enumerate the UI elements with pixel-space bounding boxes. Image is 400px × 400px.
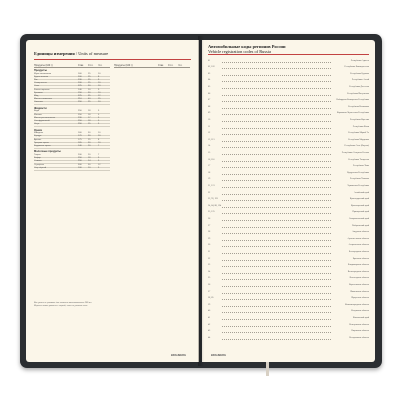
unit-name: Масло сливочное [34,98,52,101]
region-code: 14 [208,145,211,148]
dot-leader [222,147,331,148]
unit-value: 18 [88,113,91,116]
region-row [208,315,369,322]
region-code: 34 [208,270,211,273]
unit-value: 9 [98,79,100,81]
unit-name: Мука пшеничная [34,72,52,75]
dot-leader [222,161,331,162]
region-name: Чувашская Республика [347,184,369,187]
unit-value: 10 [98,135,101,138]
unit-value: 25 [88,79,91,81]
unit-value: 10 [98,101,101,104]
region-code: 31 [208,250,211,253]
region-code: 33 [208,264,211,267]
unit-value: 5 [98,120,100,122]
region-name: Кемеровская область [349,323,369,326]
region-row [208,65,369,72]
region-name: Республика Калмыкия [348,105,369,108]
dot-leader [222,227,331,228]
unit-value: 250 [78,101,82,104]
region-name: Удмуртская Республика [346,171,369,174]
region-row [208,144,369,151]
unit-value: 230 [78,79,82,81]
dot-leader [222,286,331,287]
header-column: Стак. [78,64,84,67]
unit-value: 30 [88,85,91,88]
dot-leader [222,180,331,181]
unit-value: 20 [88,154,91,156]
dot-leader [222,213,331,214]
dot-leader [222,141,331,142]
unit-value: 9 [98,88,100,91]
region-name: Ставропольский край [348,217,369,220]
unit-name: Сыр тёртый [34,166,47,169]
region-name: Республика Мордовия [348,138,369,141]
region-row [208,124,369,131]
region-row [208,111,369,118]
region-row [208,137,369,144]
region-row [208,150,369,157]
region-code: 15 [208,151,211,154]
region-code: 17 [208,165,211,168]
dot-leader [222,266,331,267]
spine-shadow [198,36,204,366]
unit-name: Сливки [34,160,42,163]
region-row [208,117,369,124]
region-code: 39 [208,303,211,306]
unit-name: Рис [34,79,38,81]
unit-value: 10 [98,85,101,88]
region-row [208,230,369,237]
unit-value: 210 [78,98,82,101]
unit-value: 5 [98,166,100,169]
unit-name: Крупа манная [34,75,49,78]
unit-value: 10 [98,132,101,135]
dot-leader [222,187,331,188]
region-name: Краснодарский край [349,198,369,201]
region-code: 21, 121 [208,184,215,187]
region-row [208,296,369,303]
region-row [208,170,369,177]
region-name: Республика Башкортостан [344,66,369,69]
right-page-title: Автомобильные коды регионов России Vehicle registration codes of Russia [208,44,286,54]
unit-value: 300 [78,163,82,166]
dot-leader [222,81,331,82]
region-row [208,91,369,98]
region-row [208,263,369,270]
region-name: Волгоградская область [347,270,369,273]
dot-leader [222,240,331,241]
unit-name: Вода [34,110,40,113]
header-column: Ч.л. [98,64,103,67]
region-code: 03 [208,72,211,75]
unit-value: 30 [88,141,91,144]
region-code: 25, 125 [208,211,215,214]
unit-value: 230 [78,116,82,119]
unit-value: 140 [78,88,82,91]
region-code: 22 [208,191,211,194]
dot-leader [222,246,331,247]
region-row [208,157,369,164]
region-row [208,210,369,217]
region-code: 40 [208,310,211,313]
region-code: 30 [208,244,211,247]
region-row [208,276,369,283]
region-name: Красноярский край [350,204,369,207]
unit-value: 40 [88,98,91,101]
region-name: Амурская область [352,231,369,234]
unit-value: 165 [78,141,82,144]
region-row [208,58,369,65]
unit-value: 5 [98,157,100,160]
unit-value: 15 [98,98,101,101]
region-row [208,183,369,190]
dot-leader [222,128,331,129]
dot-leader [222,339,331,340]
unit-name: Сгущёнка [34,163,44,166]
region-name: Костромская область [349,336,369,339]
region-name: Астраханская область [348,244,369,247]
region-name: Республика Карелия [349,118,369,121]
unit-value: 10 [98,141,101,144]
region-name: Хабаровский край [351,224,369,227]
unit-value: 15 [88,123,91,126]
region-row [208,329,369,336]
region-name: Иркутская область [351,297,369,300]
unit-value: 140 [78,145,82,147]
unit-value: 250 [78,120,82,122]
unit-value: 10 [98,91,101,94]
dot-leader [222,75,331,76]
region-name: Республика Саха (Якутия) [344,145,369,148]
region-row [208,104,369,111]
region-row [208,302,369,309]
dot-leader [222,279,331,280]
left-page-title: Единицы измерения / Units of measure [34,51,109,56]
header-column: Ст.л. [168,64,174,67]
region-row [208,269,369,276]
unit-value: 200 [78,75,82,78]
unit-value: 25 [88,75,91,78]
region-code: 19 [208,178,211,181]
region-name: Республика Ингушетия [347,92,369,95]
unit-name: Крахмал [34,91,43,94]
region-row [208,98,369,105]
dot-leader [222,174,331,175]
unit-value: 25 [88,138,91,141]
dot-leader [222,95,331,96]
region-code: 36 [208,283,211,286]
region-name: Алтайский край [353,191,369,194]
region-name: Владимирская область [347,264,369,267]
brand-logo: BRAUBERG [171,354,186,357]
unit-value: 30 [88,135,91,138]
region-name: Кировская область [351,330,369,333]
unit-value: 10 [98,72,101,75]
region-code: 32 [208,257,211,260]
unit-value: 7 [98,154,100,156]
region-name: Республика Северная Осетия [341,151,369,154]
unit-section-title: Орехи [34,128,43,132]
region-code: 18 [208,171,211,174]
dot-leader [222,167,331,168]
unit-value: 7 [98,145,100,147]
region-code: 05 [208,85,211,88]
region-name: Калужская область [351,310,369,313]
dot-leader [222,299,331,300]
unit-name: Арахис [34,138,42,141]
region-code: 41 [208,316,211,319]
unit-value: 20 [88,145,91,147]
region-row [208,131,369,138]
unit-name: Уксус [34,123,40,126]
region-row [208,71,369,78]
unit-value: 14 [88,160,91,163]
region-row [208,190,369,197]
unit-value: 250 [78,113,82,116]
unit-name: Молоко [34,113,42,116]
region-row [208,282,369,289]
unit-value: 8 [98,75,100,78]
region-row [208,256,369,263]
brand-logo-right: BRAUBERG [211,354,226,357]
dot-leader [222,253,331,254]
unit-value: 100 [78,166,82,169]
unit-value: 30 [88,132,91,135]
dot-leader [222,108,331,109]
region-code: 23, 93, 123 [208,198,218,201]
unit-name: Масло растительное [34,116,56,119]
dot-leader [222,114,331,115]
dot-leader [222,68,331,69]
dot-leader [222,233,331,234]
footnote: Вес указан в граммах для стакана вместимостью 250 мл [34,302,92,304]
region-code: 08 [208,105,211,108]
region-name: Республика Марий Эл [348,132,369,135]
unit-value: 10 [98,82,101,85]
dot-leader [222,121,331,122]
dot-leader [222,293,331,294]
unit-name: Мёд [34,95,39,97]
unit-value: 250 [78,110,82,113]
left-page [26,40,199,362]
left-title-rule [34,59,191,60]
unit-value: 35 [88,95,91,97]
unit-value: 5 [98,116,100,119]
dot-leader [222,260,331,261]
dot-leader [222,101,331,102]
region-code: 35 [208,277,211,280]
region-code: 38, 85 [208,297,214,300]
unit-section-title: Молочные продукты [34,150,61,154]
unit-value: 160 [78,132,82,135]
dot-leader [222,306,331,307]
unit-value: 30 [88,91,91,94]
region-code: 12 [208,132,211,135]
region-name: Ивановская область [350,290,369,293]
region-row [208,236,369,243]
region-row [208,78,369,85]
region-row [208,223,369,230]
unit-name: Фундук [34,135,42,138]
header-label: Продукты (100 г) [34,64,53,67]
region-name: Республика Алтай [351,79,369,82]
unit-value: 200 [78,154,82,156]
dot-leader [222,154,331,155]
region-row [208,84,369,91]
header-label: Продукты (100 г) [114,64,133,67]
region-code: 04 [208,79,211,82]
region-name: Республика Бурятия [350,72,369,75]
unit-value: 25 [88,101,91,104]
dot-leader [222,194,331,195]
unit-value: 17 [88,116,91,119]
dot-leader [222,220,331,221]
region-row [208,177,369,184]
unit-value: 25 [88,72,91,75]
dot-leader [222,62,331,63]
dot-leader [222,200,331,201]
dot-leader [222,312,331,313]
header-column: Ст.л. [88,64,94,67]
dot-leader [222,326,331,327]
region-row [208,335,369,342]
unit-name: Грецкие орехи [34,141,49,144]
unit-value: 250 [78,123,82,126]
unit-value: 200 [78,82,82,85]
unit-value: 30 [88,163,91,166]
region-code: 37 [208,290,211,293]
region-row [208,289,369,296]
region-name: Республика Коми [352,125,369,128]
dot-leader [222,332,331,333]
unit-value: 5 [98,110,100,113]
unit-name: Соль [34,85,40,88]
region-row [208,322,369,329]
unit-name: Сметана [34,101,43,104]
region-row [208,249,369,256]
region-name: Республика Тыва [353,165,369,168]
dot-leader [222,134,331,135]
dot-leader [222,319,331,320]
region-code: 16, 116 [208,158,215,161]
unit-value: 170 [78,135,82,138]
unit-value: 250 [78,160,82,163]
region-name: Брянская область [352,257,369,260]
unit-value: 18 [88,120,91,122]
unit-value: 10 [88,166,91,169]
header-column: Ч.л. [178,64,183,67]
unit-name: Какао-порошок [34,88,50,91]
unit-name: Кедровые орехи [34,145,51,147]
unit-value: 5 [98,160,100,163]
unit-value: 25 [88,82,91,85]
region-row [208,203,369,210]
unit-name: Творог [34,154,41,156]
unit-value: 175 [78,138,82,141]
region-row [208,197,369,204]
region-code: 13, 113 [208,138,215,141]
region-row [208,164,369,171]
dot-leader [222,88,331,89]
region-name: Воронежская область [348,283,369,286]
unit-value: 325 [78,95,82,97]
unit-value: 18 [88,157,91,160]
region-name: Калининградская область [345,303,369,306]
unit-value: 18 [88,110,91,113]
unit-name: Миндаль [34,132,44,135]
region-name: Республика Татарстан [348,158,369,161]
region-row [208,216,369,223]
region-code: 26 [208,217,211,220]
right-title-rule [208,54,369,55]
region-code: 11 [208,125,211,128]
region-name: Карачаево-Черкесская Республика [336,112,369,115]
region-name: Архангельская область [347,237,369,240]
unit-name: Сок фруктовый [34,120,50,122]
region-name: Белгородская область [348,250,369,253]
region-row [208,243,369,250]
region-name: Камчатский край [352,316,369,319]
region-name: Приморский край [352,211,369,214]
region-code: 07 [208,99,211,102]
right-page [202,40,375,362]
region-code: 44 [208,336,211,339]
unit-value: 8 [98,138,100,141]
region-code: 10 [208,118,211,121]
unit-section-title: Продукты [34,69,47,72]
ribbon-bookmark [266,362,269,376]
dot-leader [222,273,331,274]
region-code: 02, 102 [208,66,215,69]
unit-name: Сахар-песок [34,82,47,85]
region-code: 09 [208,112,211,115]
unit-section-title: Жидкости [34,106,47,110]
region-code: 29 [208,237,211,240]
region-code: 06 [208,92,211,95]
footnote: Мерные ложки указаны с горкой, если не указано иное [34,305,88,308]
region-code: 24, 84, 88, 124 [208,204,222,207]
unit-value: 5 [98,123,100,126]
unit-value: 12 [98,95,101,97]
region-code: 42 [208,323,211,326]
region-name: Вологодская область [349,277,369,280]
header-column: Стак. [158,64,164,67]
region-name: Республика Дагестан [349,85,369,88]
region-code: 27 [208,224,211,227]
unit-value: 325 [78,85,82,88]
region-name: Кабардино-Балкарская Республика [336,99,369,102]
region-code: 01 [208,59,211,62]
unit-value: 20 [88,88,91,91]
unit-value: 150 [78,91,82,94]
region-code: 43 [208,330,211,333]
unit-value: 5 [98,113,100,116]
region-name: Республика Хакасия [350,178,369,181]
unit-value: 12 [98,163,101,166]
region-name: Республика Адыгея [350,59,369,62]
unit-value: 160 [78,72,82,75]
unit-value: 250 [78,157,82,160]
dot-leader [222,207,331,208]
unit-name: Кефир [34,157,41,160]
region-row [208,309,369,316]
region-code: 28 [208,231,211,234]
